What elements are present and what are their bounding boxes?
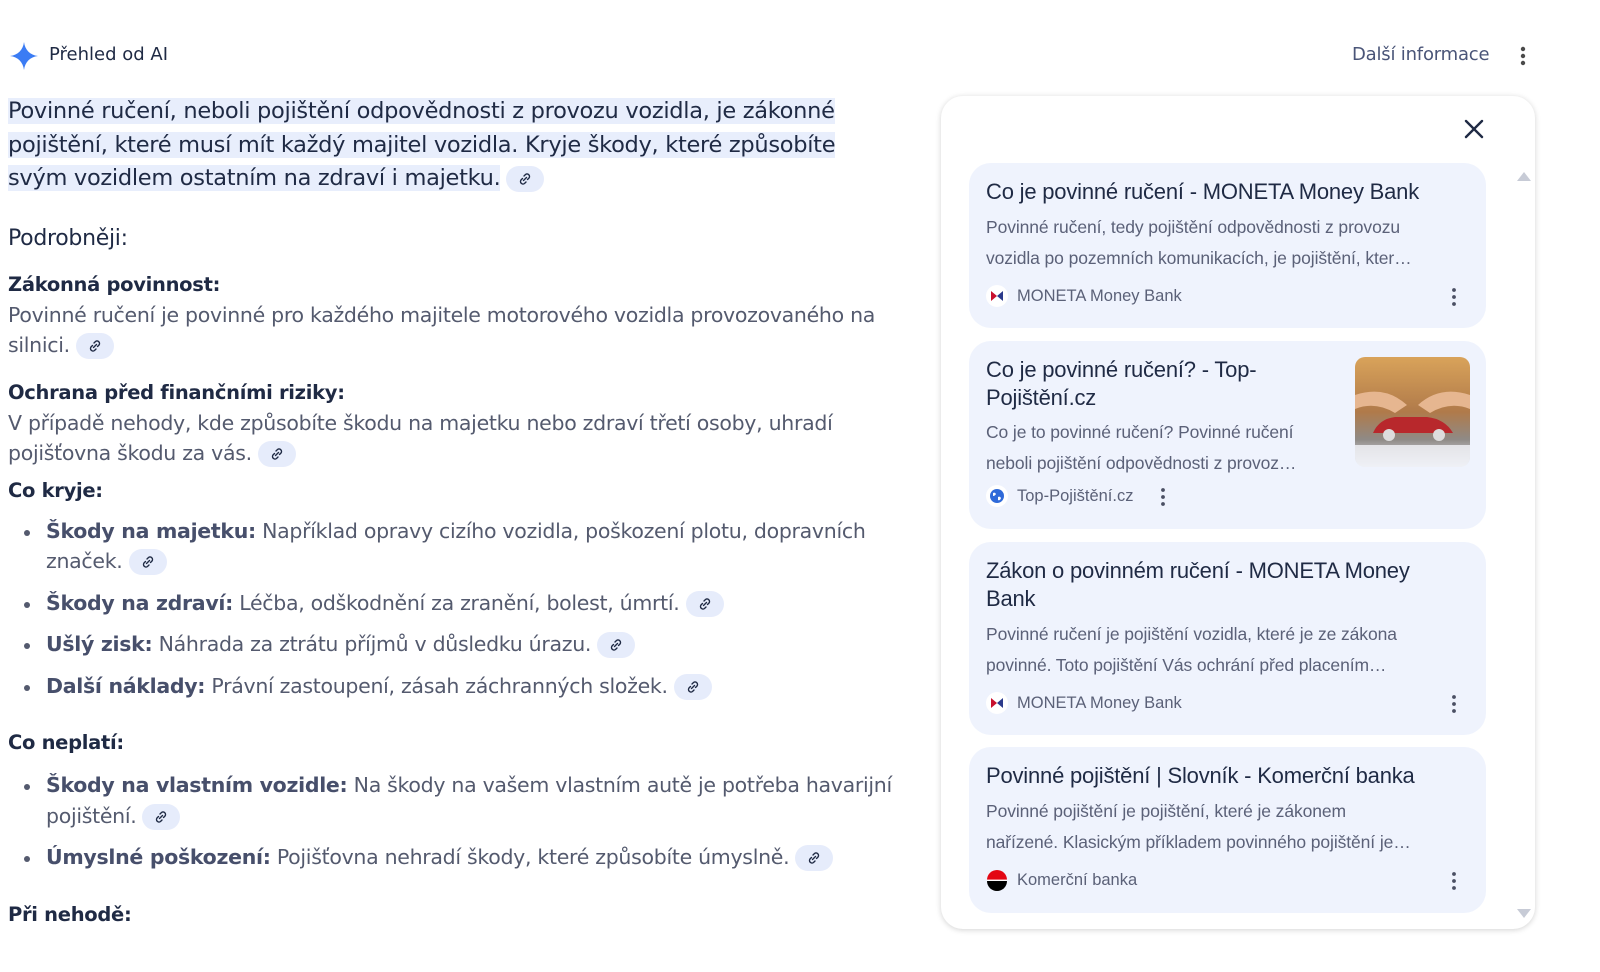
komercni-banka-favicon-icon xyxy=(986,869,1008,891)
list-item xyxy=(46,629,906,660)
ai-overview-content xyxy=(8,95,898,926)
snippet-line: vozidla po pozemních komunikacích, je pojištění, kter… xyxy=(986,248,1412,268)
source-card[interactable] xyxy=(969,341,1486,529)
item-text: Právní zastoupení, zásah záchranných složek. xyxy=(205,673,668,698)
summary-line: Povinné ručení, neboli pojištění odpovědnosti z provozu vozidla, je zákonné xyxy=(8,98,835,124)
source-name: MONETA Money Bank xyxy=(1017,693,1182,712)
source-site xyxy=(986,691,1182,715)
globe-icon xyxy=(986,485,1008,507)
list-item xyxy=(46,842,906,873)
item-text: Na škody na vašem vlastním autě je potřeba havarijní pojištění. xyxy=(46,773,892,828)
snippet-line: Povinné ručení, tedy pojištění odpovědnosti z provozu xyxy=(986,217,1400,237)
source-snippet xyxy=(986,619,1397,681)
source-site xyxy=(986,284,1182,308)
title-line: Bank xyxy=(986,586,1036,611)
source-title[interactable] xyxy=(986,356,1256,412)
link-icon xyxy=(88,339,102,353)
list-item xyxy=(46,671,906,702)
details-heading: Podrobněji: xyxy=(8,225,128,251)
citation-link-button[interactable] xyxy=(674,674,712,700)
source-name: Top-Pojištění.cz xyxy=(1017,486,1134,505)
item-label: Další náklady: xyxy=(46,673,206,698)
source-snippet xyxy=(986,796,1411,858)
source-options-icon[interactable] xyxy=(1448,693,1460,715)
item-label: Škody na majetku: xyxy=(46,518,256,543)
citation-link-button[interactable] xyxy=(142,804,180,830)
source-snippet xyxy=(986,212,1412,274)
list-item xyxy=(46,770,906,831)
link-icon xyxy=(270,447,284,461)
link-icon xyxy=(154,810,168,824)
citation-link-button[interactable] xyxy=(686,591,724,617)
gemini-sparkle-icon xyxy=(8,40,40,72)
scroll-up-arrow[interactable] xyxy=(1517,172,1531,181)
link-icon xyxy=(141,555,155,569)
source-options-icon[interactable] xyxy=(1448,870,1460,892)
list-item xyxy=(46,516,906,577)
source-card[interactable] xyxy=(969,542,1486,735)
section-text-content: V případě nehody, kde způsobíte škodu na majetku nebo zdraví třetí osoby, uhradí pojišťovna škodu za vás. xyxy=(8,410,833,465)
next-section-title: Při nehodě: xyxy=(8,902,132,926)
link-icon xyxy=(698,597,712,611)
summary-line: svým vozidlem ostatním na zdraví i majetku. xyxy=(8,165,501,191)
ai-overview-header xyxy=(0,36,1560,76)
citation-link-button[interactable] xyxy=(506,166,544,192)
source-card[interactable] xyxy=(969,747,1486,913)
summary-line: pojištění, které musí mít každý majitel vozidla. Kryje škody, které způsobíte xyxy=(8,131,836,158)
moneta-favicon-icon xyxy=(986,692,1008,714)
ai-overview-title: Přehled od AI xyxy=(49,44,169,65)
covers-list xyxy=(8,516,906,702)
source-card[interactable] xyxy=(969,163,1486,328)
section-title: Zákonná povinnost: xyxy=(8,272,221,296)
citation-link-button[interactable] xyxy=(597,632,635,658)
item-text: Pojišťovna nehradí škody, které způsobíte úmyslně. xyxy=(270,845,790,869)
snippet-line: Povinné ručení je pojištění vozidla, které je ze zákona xyxy=(986,624,1397,644)
covers-title: Co kryje: xyxy=(8,478,103,502)
source-snippet xyxy=(986,417,1296,479)
source-thumbnail[interactable] xyxy=(1355,357,1470,467)
title-line: Co je povinné ručení? - Top- xyxy=(986,357,1257,382)
title-line: Pojištění.cz xyxy=(986,385,1097,410)
section-text xyxy=(8,408,868,469)
sources-panel xyxy=(941,96,1535,929)
excludes-title: Co neplatí: xyxy=(8,731,124,754)
section-text-content: Povinné ručení je povinné pro každého majitele motorového vozidla provozovaného na silnici. xyxy=(8,302,876,357)
item-label: Škody na vlastním vozidle: xyxy=(46,773,348,797)
section-text xyxy=(8,300,893,361)
excludes-list xyxy=(8,770,906,873)
item-text: Léčba, odškodnění za zranění, bolest, úmrtí. xyxy=(233,590,680,615)
source-title[interactable]: Co je povinné ručení - MONETA Money Bank xyxy=(986,179,1420,204)
link-icon xyxy=(807,851,821,865)
item-text: Náhrada za ztrátu příjmů v důsledku úrazu. xyxy=(152,632,592,656)
link-icon xyxy=(518,172,532,186)
scroll-down-arrow[interactable] xyxy=(1517,909,1531,918)
citation-link-button[interactable] xyxy=(76,333,114,359)
source-name: Komerční banka xyxy=(1017,870,1138,889)
source-options-icon[interactable] xyxy=(1157,486,1169,508)
citation-link-button[interactable] xyxy=(129,549,167,575)
more-info-link[interactable]: Další informace xyxy=(1352,44,1490,65)
item-label: Úmyslné poškození: xyxy=(46,845,271,869)
title-line: Zákon o povinném ručení - MONETA Money xyxy=(986,558,1410,583)
link-icon xyxy=(686,680,700,694)
item-label: Ušlý zisk: xyxy=(46,632,153,656)
source-site xyxy=(986,484,1133,508)
item-text: Například opravy cizího vozidla, poškození plotu, dopravních značek. xyxy=(46,518,866,573)
source-title[interactable] xyxy=(986,557,1410,613)
summary-paragraph xyxy=(8,95,898,196)
item-label: Škody na zdraví: xyxy=(46,590,234,615)
snippet-line: Povinné pojištění je pojištění, které je zákonem xyxy=(986,801,1346,821)
list-item xyxy=(46,588,906,619)
citation-link-button[interactable] xyxy=(258,441,296,467)
close-icon[interactable] xyxy=(1461,116,1487,142)
source-title[interactable]: Povinné pojištění | Slovník - Komerční banka xyxy=(986,763,1415,788)
moneta-favicon-icon xyxy=(986,285,1008,307)
source-name: MONETA Money Bank xyxy=(1017,286,1182,305)
link-icon xyxy=(609,638,623,652)
citation-link-button[interactable] xyxy=(795,845,833,871)
snippet-line: neboli pojištění odpovědnosti z provoz… xyxy=(986,453,1297,473)
snippet-line: Co je to povinné ručení? Povinné ručení xyxy=(986,422,1294,442)
source-options-icon[interactable] xyxy=(1448,286,1460,308)
more-options-icon[interactable] xyxy=(1512,42,1534,70)
snippet-line: nařízené. Klasickým příkladem povinného pojištění je… xyxy=(986,832,1411,852)
source-site xyxy=(986,868,1137,892)
snippet-line: povinné. Toto pojištění Vás ochrání před placením… xyxy=(986,655,1387,675)
section-title: Ochrana před finančními riziky: xyxy=(8,380,345,404)
